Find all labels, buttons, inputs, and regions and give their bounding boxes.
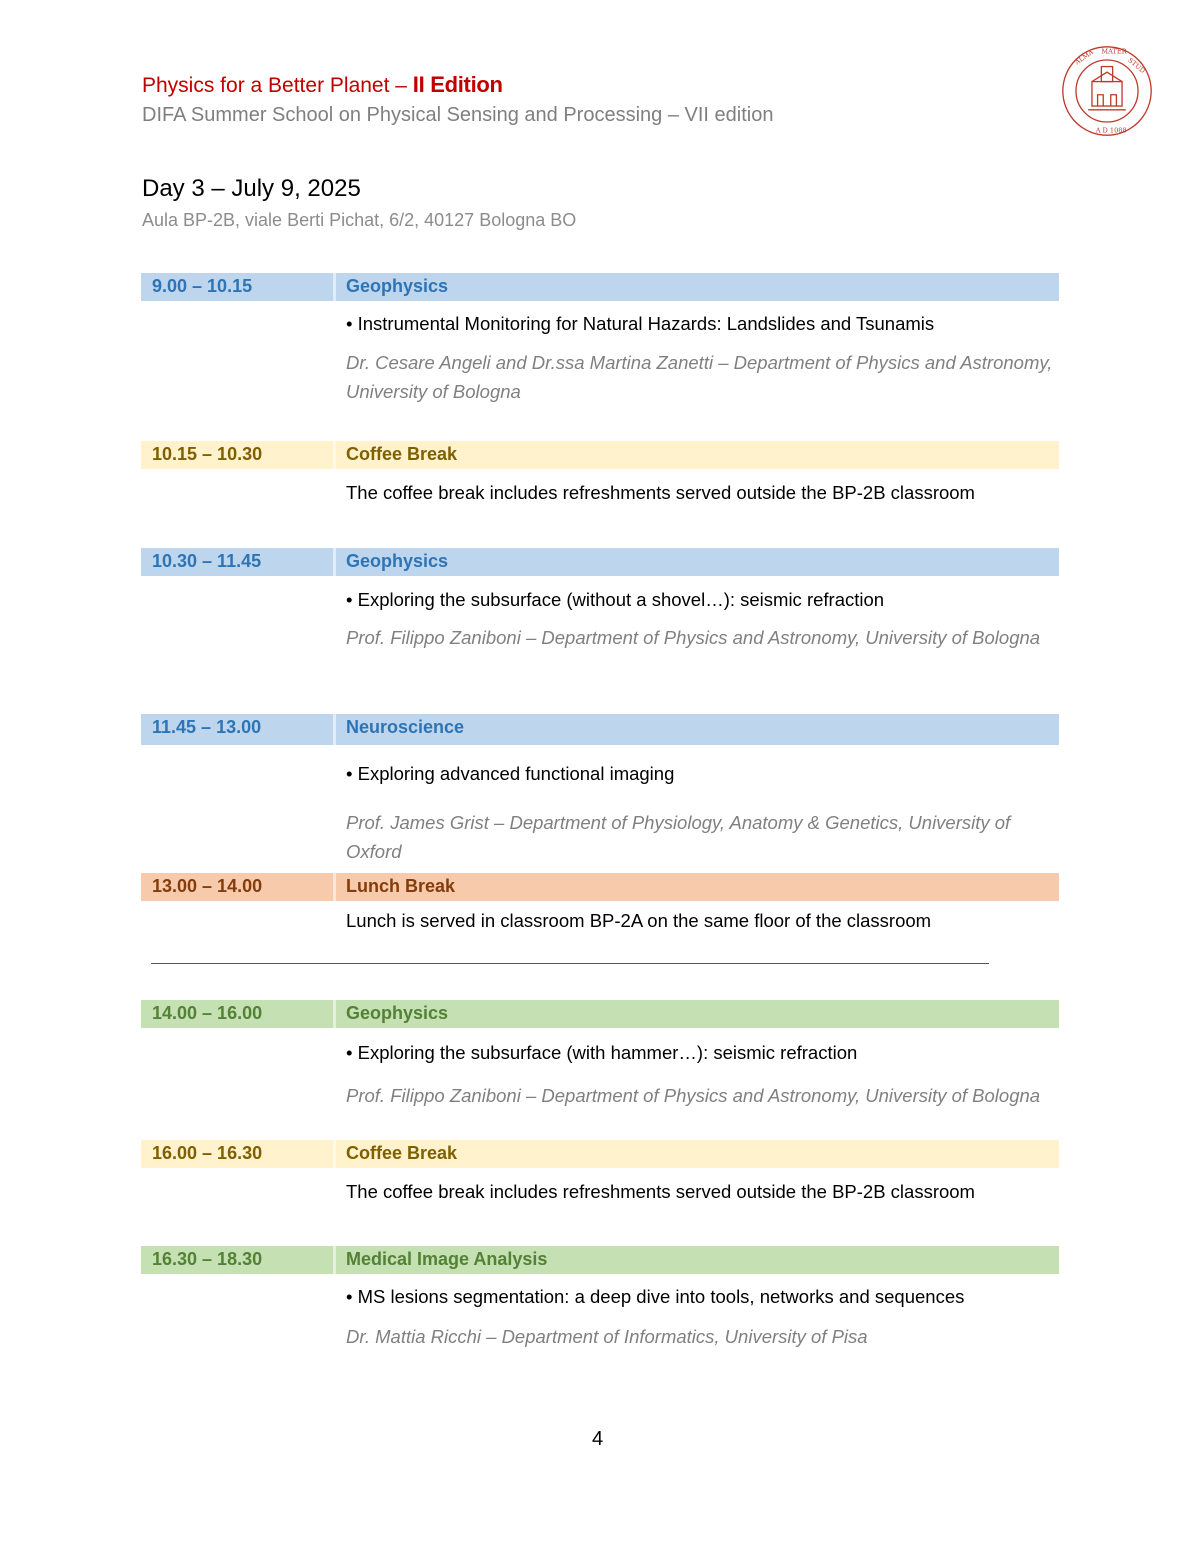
session-subject: Medical Image Analysis: [346, 1249, 548, 1269]
svg-text:MATER: MATER: [1101, 47, 1127, 56]
svg-text:ALMA: ALMA: [1073, 47, 1095, 67]
session-header: [141, 1140, 1059, 1168]
svg-text:A D 1088: A D 1088: [1095, 126, 1127, 135]
session-topic: • Exploring the subsurface (without a shovel…): seismic refraction: [346, 589, 885, 610]
session-header: [141, 714, 1059, 745]
session-subject: Neuroscience: [346, 717, 465, 737]
university-seal-icon: [1060, 44, 1154, 138]
session-subject: Geophysics: [346, 551, 449, 571]
edition-label: II Edition: [412, 72, 503, 97]
column-divider: [333, 1246, 336, 1274]
session-time: 14.00 – 16.00: [152, 1003, 263, 1023]
session-subject: Geophysics: [346, 1003, 449, 1023]
session-header: [141, 1246, 1059, 1274]
session-topic: Lunch is served in classroom BP-2A on the same floor of the classroom: [346, 910, 932, 931]
column-divider: [333, 548, 336, 576]
session-speaker: Prof. James Grist – Department of Physiology, Anatomy & Genetics, University of Oxford: [346, 812, 1011, 862]
session-time: 16.00 – 16.30: [152, 1143, 263, 1163]
venue-address: Aula BP-2B, viale Berti Pichat, 6/2, 40127 Bologna BO: [142, 210, 577, 230]
session-topic: • MS lesions segmentation: a deep dive into tools, networks and sequences: [346, 1286, 965, 1307]
session-subject: Lunch Break: [346, 876, 456, 896]
session-speaker: Dr. Cesare Angeli and Dr.ssa Martina Zanetti – Department of Physics and Astronomy, University of Bologna: [346, 352, 1053, 402]
event-title-text: Physics for a Better Planet –: [142, 74, 413, 97]
session-topic: The coffee break includes refreshments served outside the BP-2B classroom: [346, 1181, 975, 1202]
section-divider: [151, 963, 989, 964]
event-title: [142, 72, 503, 98]
session-topic: • Instrumental Monitoring for Natural Hazards: Landslides and Tsunamis: [346, 313, 935, 334]
session-header: [141, 873, 1059, 901]
column-divider: [333, 1000, 336, 1028]
event-subtitle: DIFA Summer School on Physical Sensing and Processing – VII edition: [142, 104, 774, 126]
day-title: Day 3 – July 9, 2025: [142, 175, 361, 202]
session-time: 11.45 – 13.00: [152, 717, 262, 737]
session-time: 9.00 – 10.15: [152, 276, 253, 296]
session-topic: The coffee break includes refreshments served outside the BP-2B classroom: [346, 482, 975, 503]
session-header: [141, 548, 1059, 576]
svg-text:STUD: STUD: [1126, 56, 1147, 76]
session-subject: Coffee Break: [346, 1143, 458, 1163]
session-header: [141, 1000, 1059, 1028]
session-speaker: Prof. Filippo Zaniboni – Department of Physics and Astronomy, University of Bologna: [346, 627, 1041, 648]
session-speaker: Dr. Mattia Ricchi – Department of Informatics, University of Pisa: [346, 1326, 868, 1347]
session-topic: • Exploring the subsurface (with hammer…): seismic refraction: [346, 1042, 858, 1063]
session-topic: • Exploring advanced functional imaging: [346, 763, 675, 784]
column-divider: [333, 714, 336, 745]
page-number: 4: [592, 1428, 604, 1450]
session-speaker: Prof. Filippo Zaniboni – Department of Physics and Astronomy, University of Bologna: [346, 1085, 1041, 1106]
session-time: 13.00 – 14.00: [152, 876, 263, 896]
column-divider: [333, 441, 336, 469]
column-divider: [333, 273, 336, 301]
session-subject: Coffee Break: [346, 444, 458, 464]
column-divider: [333, 1140, 336, 1168]
session-header: [141, 273, 1059, 301]
column-divider: [333, 873, 336, 901]
session-time: 10.15 – 10.30: [152, 444, 263, 464]
session-subject: Geophysics: [346, 276, 449, 296]
session-time: 10.30 – 11.45: [152, 551, 262, 571]
session-header: [141, 441, 1059, 469]
session-time: 16.30 – 18.30: [152, 1249, 263, 1269]
